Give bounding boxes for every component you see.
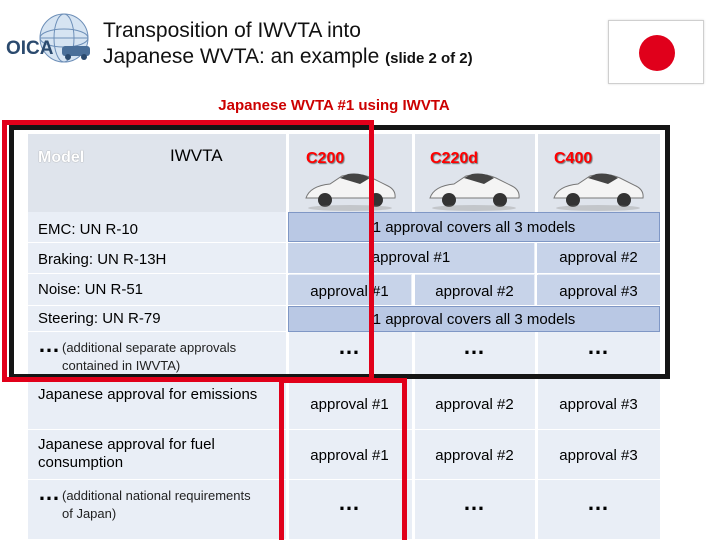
oica-logo (4, 8, 100, 76)
logo-text: OICA (6, 38, 54, 59)
separate-c200-dots: … (338, 334, 361, 359)
national-c400-dots: … (587, 490, 610, 515)
header-c400: C400 (554, 150, 593, 167)
emissions-c220d-text: approval #2 (435, 396, 514, 413)
highlight-frame-iwvta (2, 120, 374, 382)
row-dots-separate: … (38, 332, 61, 357)
emissions-c200-text: approval #1 (310, 396, 389, 413)
fuel-c400-text: approval #3 (559, 447, 638, 464)
header-model: Model (38, 149, 85, 166)
braking-c400-text: approval #2 (559, 249, 638, 266)
row-label-emc: EMC: UN R-10 (38, 221, 139, 238)
row-label-additional-national: (additional national requirements of Japan) (62, 488, 251, 521)
title-suffix: (slide 2 of 2) (385, 50, 473, 67)
header-iwvta: IWVTA (170, 146, 223, 165)
row-dots-national: … (38, 480, 61, 505)
noise-c220d-text: approval #2 (435, 283, 514, 300)
row-label-fuel: Japanese approval for fuel consumption (38, 436, 215, 471)
steering-merged-text: 1 approval covers all 3 models (372, 311, 576, 328)
separate-c400-dots: … (587, 334, 610, 359)
national-c200-dots: … (338, 490, 361, 515)
header-c220d: C220d (430, 150, 479, 167)
noise-c200-text: approval #1 (310, 283, 389, 300)
title-line-1: Transposition of IWVTA into (103, 19, 361, 42)
fuel-c200-text: approval #1 (310, 447, 389, 464)
title-line-2: Japanese WVTA: an example (103, 45, 380, 68)
highlight-frame-c200 (279, 378, 407, 540)
emc-merged-text: 1 approval covers all 3 models (372, 219, 576, 236)
header-c200: C200 (306, 150, 345, 167)
japan-flag-icon (608, 20, 704, 84)
fuel-c220d-text: approval #2 (435, 447, 514, 464)
separate-c220d-dots: … (463, 334, 486, 359)
section-subtitle: Japanese WVTA #1 using IWVTA (218, 97, 450, 114)
row-label-additional-separate: (additional separate approvals contained in IWVTA) (62, 340, 237, 373)
row-label-braking: Braking: UN R-13H (38, 251, 167, 268)
row-label-noise: Noise: UN R-51 (38, 281, 144, 298)
emissions-c400-text: approval #3 (559, 396, 638, 413)
row-label-emissions: Japanese approval for emissions (38, 386, 258, 403)
national-c220d-dots: … (463, 490, 486, 515)
braking-merged-text: approval #1 (371, 249, 451, 266)
noise-c400-text: approval #3 (559, 283, 638, 300)
slide-title (103, 18, 473, 72)
row-label-steering: Steering: UN R-79 (38, 310, 161, 327)
